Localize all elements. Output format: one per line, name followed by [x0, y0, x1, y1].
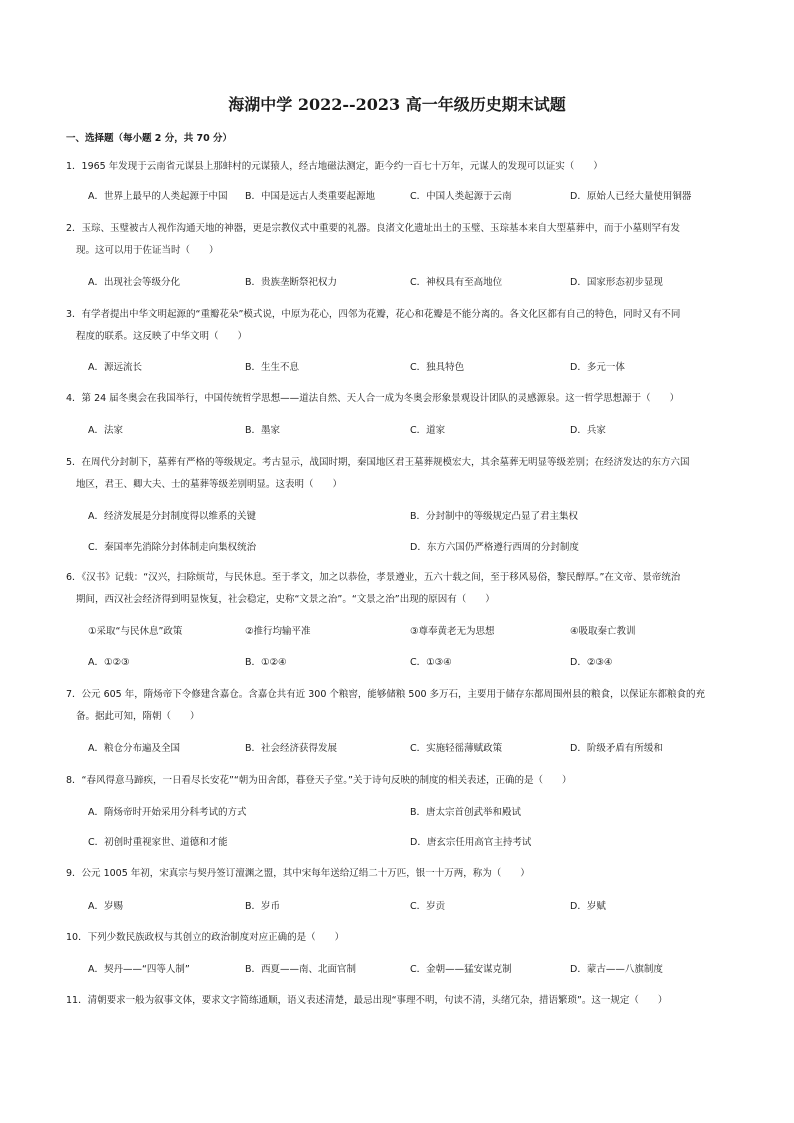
question-7-option-a[interactable]: A．粮仓分布遍及全国	[88, 743, 180, 754]
question-4-option-b[interactable]: B．墨家	[245, 425, 281, 436]
stem-line: 1．1965 年发现于云南省元谋县上那蚌村的元谋猿人，经古地磁法测定，距今约一百七十万年，元谋人的发现可以证实（ ）	[66, 161, 603, 172]
stem-line: 现。这可以用于佐证当时（ ）	[76, 245, 219, 256]
question-11-stem	[66, 990, 726, 1012]
stem-line: 3．有学者提出中华文明起源的“重瓣花朵”模式说，中原为花心，四邻为花瓣，花心和花瓣是不能分离的。各文化区都有自己的特色，同时又有不同	[66, 309, 681, 320]
question-2-option-b[interactable]: B．贵族垄断祭祀权力	[245, 277, 338, 288]
stem-line: 期间，西汉社会经济得到明显恢复，社会稳定，史称“文景之治”。“文景之治”出现的原因有（ ）	[76, 594, 495, 605]
stem-line: 4．第 24 届冬奥会在我国举行，中国传统哲学思想——道法自然、天人合一成为冬奥会形象景观设计团队的灵感源泉。这一哲学思想源于（ ）	[66, 393, 680, 404]
question-6-item-2: ②推行均输平准	[245, 626, 311, 637]
question-8-stem	[66, 770, 726, 792]
question-5-stem	[66, 452, 726, 496]
question-3-option-b[interactable]: B．生生不息	[245, 362, 300, 373]
question-2-stem	[66, 218, 726, 262]
question-3-stem	[66, 304, 726, 348]
question-5-option-d[interactable]: D．东方六国仍严格遵行西周的分封制度	[410, 542, 579, 553]
stem-line: 6．《汉书》记载：“汉兴，扫除烦苛，与民休息。至于孝文，加之以恭俭，孝景遵业，五六十载之间，至于移风易俗，黎民醇厚。”在文帝、景帝统治	[66, 572, 681, 583]
question-7-option-b[interactable]: B．社会经济获得发展	[245, 743, 338, 754]
page-title: 海湖中学 2022--2023 高一年级历史期末试题	[228, 95, 566, 114]
question-10-option-d[interactable]: D．蒙古——八旗制度	[570, 964, 663, 975]
question-8-option-c[interactable]: C．初创时重视家世、道德和才能	[88, 837, 228, 848]
question-6-stem	[66, 567, 726, 611]
question-10-stem	[66, 927, 726, 949]
question-10-option-b[interactable]: B．西夏——南、北面官制	[245, 964, 357, 975]
question-2-option-c[interactable]: C．神权具有至高地位	[410, 277, 503, 288]
question-6-option-c[interactable]: C．①③④	[410, 657, 452, 668]
question-4-option-a[interactable]: A．法家	[88, 425, 123, 436]
stem-line: 备。据此可知，隋朝（ ）	[76, 711, 200, 722]
question-1-option-a[interactable]: A．世界上最早的人类起源于中国	[88, 191, 228, 202]
question-1-option-d[interactable]: D．原始人已经大量使用铜器	[570, 191, 692, 202]
stem-line: 2．玉琮、玉璧被古人视作沟通天地的神器，更是宗教仪式中重要的礼器。良渚文化遗址出土的玉璧、玉琮基本来自大型墓葬中，而于小墓则罕有发	[66, 223, 681, 234]
section-heading: 一、选择题（每小题 2 分，共 70 分）	[66, 133, 233, 144]
question-5-option-a[interactable]: A．经济发展是分封制度得以维系的关键	[88, 511, 256, 522]
question-1-stem	[66, 156, 726, 178]
question-10-option-c[interactable]: C．金朝——猛安谋克制	[410, 964, 512, 975]
question-6-item-4: ④吸取秦亡教训	[570, 626, 636, 637]
question-8-option-a[interactable]: A．隋炀帝时开始采用分科考试的方式	[88, 807, 247, 818]
stem-line: 11．清朝要求一般为叙事文体，要求文字简练通顺，语义表述清楚，最忌出现“事理不明，句读不清，头绪冗杂，措语繁琐”。这一规定（ ）	[66, 995, 668, 1006]
question-2-option-d[interactable]: D．国家形态初步显现	[570, 277, 663, 288]
question-2-option-a[interactable]: A．出现社会等级分化	[88, 277, 180, 288]
question-6-option-a[interactable]: A．①②③	[88, 657, 130, 668]
stem-line: 7．公元 605 年，隋炀帝下令修建含嘉仓。含嘉仓共有近 300 个粮窖，能够储粮 500 多万石，主要用于储存东都周围州县的粮食，以保证东都粮食的充	[66, 689, 706, 700]
question-1-option-b[interactable]: B．中国是远古人类重要起源地	[245, 191, 376, 202]
stem-line: 地区，君王、卿大夫、士的墓葬等级差别明显。这表明（ ）	[76, 479, 343, 490]
question-7-stem	[66, 684, 726, 728]
question-3-option-d[interactable]: D．多元一体	[570, 362, 625, 373]
question-9-option-c[interactable]: C．岁贡	[410, 901, 446, 912]
stem-line: 程度的联系。这反映了中华文明（ ）	[76, 331, 248, 342]
question-7-option-c[interactable]: C．实施轻徭薄赋政策	[410, 743, 503, 754]
stem-line: 8．“春风得意马蹄疾，一日看尽长安花”“朝为田舍郎，暮登天子堂。”关于诗句反映的制度的相关表述，正确的是（ ）	[66, 775, 572, 786]
question-3-option-a[interactable]: A．源远流长	[88, 362, 142, 373]
question-4-option-d[interactable]: D．兵家	[570, 425, 606, 436]
question-9-option-a[interactable]: A．岁赐	[88, 901, 123, 912]
question-6-option-d[interactable]: D．②③④	[570, 657, 613, 668]
question-4-option-c[interactable]: C．道家	[410, 425, 446, 436]
stem-line: 5．在周代分封制下，墓葬有严格的等级规定。考古显示，战国时期，秦国地区君王墓葬规模宏大，其余墓葬无明显等级差别；在经济发达的东方六国	[66, 457, 690, 468]
question-4-stem	[66, 388, 726, 410]
question-6-option-b[interactable]: B．①②④	[245, 657, 287, 668]
question-7-option-d[interactable]: D．阶级矛盾有所缓和	[570, 743, 663, 754]
question-3-option-c[interactable]: C．独具特色	[410, 362, 465, 373]
question-10-option-a[interactable]: A．契丹——“四等人制”	[88, 964, 190, 975]
question-9-stem	[66, 863, 726, 885]
question-8-option-b[interactable]: B．唐太宗首创武举和殿试	[410, 807, 522, 818]
question-5-option-c[interactable]: C．秦国率先消除分封体制走向集权统治	[88, 542, 257, 553]
question-6-item-1: ①采取“与民休息”政策	[88, 626, 183, 637]
question-9-option-d[interactable]: D．岁赋	[570, 901, 606, 912]
question-9-option-b[interactable]: B．岁币	[245, 901, 281, 912]
question-6-item-3: ③尊奉黄老无为思想	[410, 626, 495, 637]
stem-line: 9．公元 1005 年初，宋真宗与契丹签订澶渊之盟，其中宋每年送给辽绢二十万匹，银一十万两，称为（ ）	[66, 868, 530, 879]
stem-line: 10．下列少数民族政权与其创立的政治制度对应正确的是（ ）	[66, 932, 345, 943]
question-1-option-c[interactable]: C．中国人类起源于云南	[410, 191, 512, 202]
question-8-option-d[interactable]: D．唐玄宗任用高官主持考试	[410, 837, 532, 848]
question-5-option-b[interactable]: B．分封制中的等级规定凸显了君主集权	[410, 511, 579, 522]
